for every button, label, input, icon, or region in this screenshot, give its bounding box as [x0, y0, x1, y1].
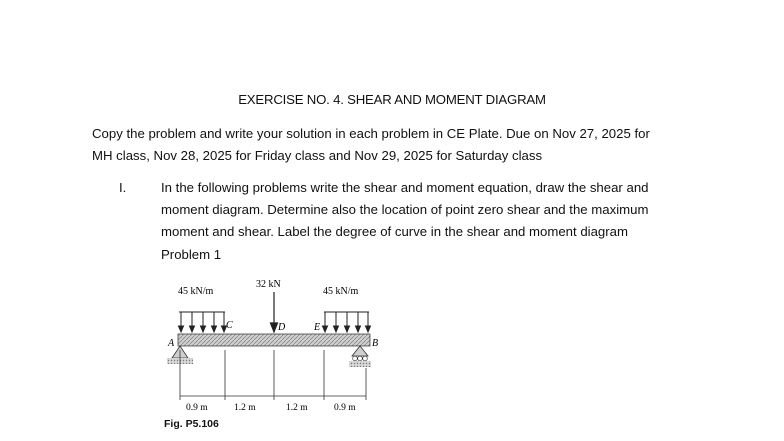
point-load-label: 32 kN — [256, 279, 281, 290]
item-numeral: I. — [119, 180, 127, 195]
right-distributed-load — [323, 312, 371, 332]
left-load-label: 45 kN/m — [178, 286, 214, 297]
dimension-4-label: 0.9 m — [334, 403, 356, 413]
right-load-label: 45 kN/m — [323, 286, 359, 297]
beam — [178, 334, 370, 346]
problem-heading: Problem 1 — [161, 247, 222, 262]
instructions-line-1: Copy the problem and write your solution in each problem in CE Plate. Due on Nov 27, 2025 for — [92, 126, 650, 141]
item-text-line-1: In the following problems write the shear and moment equation, draw the shear and — [161, 180, 649, 195]
dimension-3-label: 1.2 m — [286, 403, 308, 413]
dimension-lines — [180, 350, 366, 400]
item-text-line-3: moment and shear. Label the degree of curve in the shear and moment diagram — [161, 224, 628, 239]
point-d-label: D — [278, 322, 286, 333]
item-text-line-2: moment diagram. Determine also the location of point zero shear and the maximum — [161, 202, 649, 217]
point-load-arrow — [271, 292, 278, 332]
beam-figure — [158, 272, 393, 418]
instructions-line-2: MH class, Nov 28, 2025 for Friday class and Nov 29, 2025 for Saturday class — [92, 148, 543, 163]
page-title: EXERCISE NO. 4. SHEAR AND MOMENT DIAGRAM — [238, 92, 546, 107]
point-a-label: A — [168, 338, 175, 349]
point-b-label: B — [372, 338, 379, 349]
roller-support-b — [349, 346, 371, 367]
left-distributed-load — [179, 312, 227, 332]
point-e-label: E — [314, 322, 321, 333]
dimension-1-label: 0.9 m — [186, 403, 208, 413]
dimension-2-label: 1.2 m — [234, 403, 256, 413]
figure-caption: Fig. P5.106 — [164, 418, 219, 430]
point-c-label: C — [226, 320, 233, 331]
